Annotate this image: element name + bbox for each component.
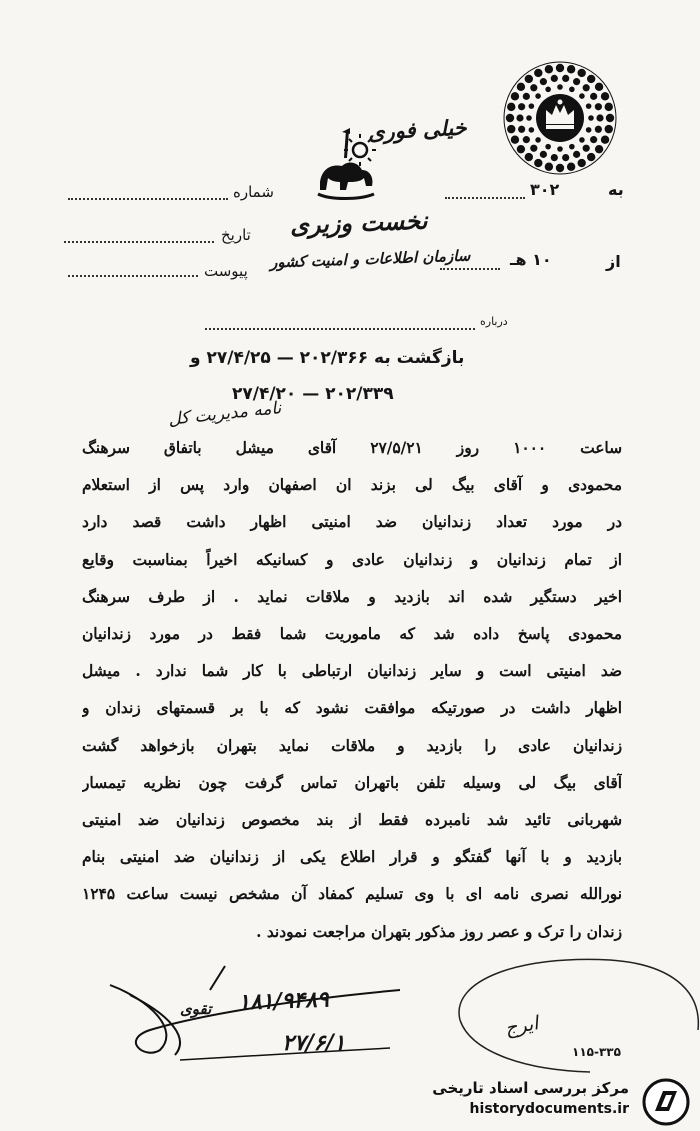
- body-line: زندان را ترک و عصر روز مذکور بتهران مراجعت نمودند .: [256, 922, 622, 941]
- to-label: به: [608, 180, 624, 199]
- from-value: ۱۰ هـ: [510, 250, 552, 269]
- body-line: ضد امنیتی است و سایر زندانیان ارتباطی با کار شما ندارد . میشل: [82, 662, 622, 681]
- body-line: از تمام زندانیان و زندانیان عادی و کسانیکه اخیراً بمناسبت وقایع: [82, 550, 622, 569]
- body-line: اخیر دستگیر شده اند بازدید و ملاقات نماید . از طرف سرهنگ: [82, 587, 622, 606]
- reference-line-1: بازگشت به ۲۰۲/۳۶۶ — ۲۷/۴/۲۵ و: [190, 348, 465, 368]
- to-value: ۳۰۲: [530, 180, 560, 199]
- office-title: نخست وزیری: [289, 205, 428, 240]
- body-line: در مورد تعداد زندانیان ضد امنیتی اظهار داشت قصد دارد: [82, 513, 622, 532]
- attachment-dots: [68, 275, 198, 277]
- watermark-site: historydocuments.ir: [469, 1101, 629, 1117]
- body-line: زندانیان عادی را بازدید و ملاقات نماید بتهران بازخواهد گشت: [82, 736, 622, 755]
- body-line: ساعت ۱۰۰۰ روز ۲۷/۵/۲۱ آقای میشل باتفاق سرهنگ: [82, 439, 622, 457]
- crown-seal-icon: [500, 58, 620, 178]
- from-dots: [440, 268, 500, 270]
- body-line: شهربانی تائید شد نامبرده فقط از بند مخصوص زندانیان ضد امنیتی: [82, 811, 622, 830]
- number-label: شماره: [233, 183, 274, 201]
- body-line: آقای بیگ لی وسیله تلفن باتهران تماس گرفت چون نظریه تیمسار: [82, 773, 622, 792]
- body-line: اظهار داشت در صورتیکه موافقت نشود که با بر قسمتهای زندان و: [82, 699, 622, 718]
- filing-number: ۱۱۵-۳۳۵: [572, 1045, 621, 1059]
- register-number: ۱۸۱/۹۴۸۹: [237, 986, 330, 1016]
- body-line: محمودی و آقای بیگ لی بزند ان اصفهان وارد پس از استعلام: [82, 476, 622, 495]
- reference-line-2: ۲۰۲/۳۳۹ — ۲۷/۴/۲۰: [232, 384, 394, 404]
- body-line: بازدید و با آنها گفتگو و قرار اطلاع یکی از زندانیان ضد امنیتی بنام: [82, 848, 622, 867]
- urgency-mark: خیلی فوری: [367, 114, 468, 145]
- margin-annotation: نامه مدیریت کل: [167, 398, 283, 430]
- register-label: تقوی: [180, 1000, 212, 1018]
- register-date: ۲۷/۶/۱: [282, 1030, 346, 1056]
- to-dots: [445, 197, 525, 199]
- body-line: محمودی پاسخ داده شد که ماموریت شما فقط در مورد زندانیان: [82, 625, 622, 644]
- body-line: نورالله نصری نامه ای با وی تسلیم کمفاد آن مشخص نیست ساعت ۱۲۴۵: [82, 885, 622, 904]
- organization-name: سازمان اطلاعات و امنیت کشور: [269, 246, 471, 272]
- from-label: از: [606, 252, 621, 271]
- watermark-name: مرکز بررسی اسناد تاریخی: [432, 1079, 629, 1097]
- date-label: تاریخ: [221, 226, 251, 244]
- archive-watermark: [420, 1075, 695, 1127]
- number-dots: [68, 198, 228, 200]
- archive-logo-icon: [641, 1077, 691, 1127]
- oval-stamp-icon: [440, 950, 700, 1080]
- subject-dots: [205, 328, 475, 330]
- attachment-label: پیوست: [204, 262, 248, 280]
- date-dots: [64, 241, 214, 243]
- letter-body: [82, 430, 622, 951]
- initials: ایرج: [503, 1012, 540, 1040]
- subject-label: درباره: [480, 315, 508, 328]
